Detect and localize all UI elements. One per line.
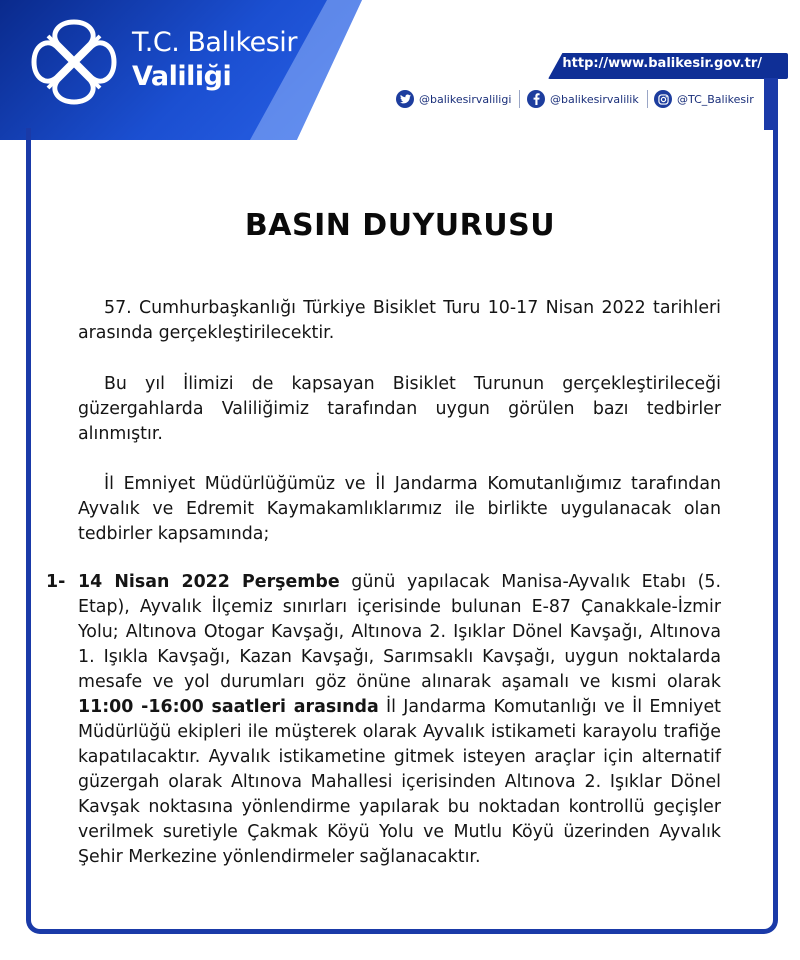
frame-corner — [764, 78, 778, 130]
item-text-b: İl Jandarma Komutanlığı ve İl Emniyet Müdürlüğü ekipleri ile müşterek olarak Ayvalık istikameti karayolu trafiğe kapatılacaktır. Ayvalık istikametine gitmek isteyen araçlar için alternatif güzergah olarak Altınova Mahallesi içerisinden Altınova 2. Işıklar Dönel Kavşak noktasına yönlendirme yapılarak bu noktadan kontrollü geçişler verilmek suretiyle Çakmak Köyü Yolu ve Mutlu Köyü üzerinden Ayvalık Şehir Merkezine yönlendirmeler sağlanacaktır. — [78, 697, 721, 867]
item-text-a: günü yapılacak Manisa-Ayvalık Etabı (5. Etap), Ayvalık İlçemiz sınırları içerisinde bulunan E-87 Çanakkale-İzmir Yolu; Altınova Otogar Kavşağı, Altınova 2. Işıklar Dönel Kavşağı, Altınova 1. Işıkla Kavşağı, Kazan Kavşağı, Sarımsaklı Kavşağı, uygun noktalarda mesafe ve yol durumları göz önüne alınarak aşamalı ve kısmi olarak — [78, 572, 721, 692]
paragraph-3-text: İl Emniyet Müdürlüğümüz ve İl Jandarma Komutanlığımız tarafından Ayvalık ve Edremit Kaymakamlıklarımız ile birlikte uygulanacak olan tedbirler kapsamında; — [78, 474, 721, 544]
item-time: 11:00 -16:00 saatleri arasında — [78, 697, 379, 717]
list-item-number: 1- — [46, 572, 66, 592]
page-title: BASIN DUYURUSU — [244, 208, 556, 243]
paragraph-1 — [78, 296, 721, 346]
social-twitter[interactable] — [396, 88, 520, 110]
instagram-handle: @TC_Balikesir — [677, 92, 754, 106]
divider — [647, 90, 648, 108]
organization-name — [132, 26, 297, 94]
paragraph-1-text: 57. Cumhurbaşkanlığı Türkiye Bisiklet Turu 10-17 Nisan 2022 tarihleri arasında gerçekleştirilecektir. — [78, 298, 721, 343]
website-url[interactable]: http://www.balikesir.gov.tr/ — [562, 56, 762, 71]
social-facebook[interactable] — [527, 88, 648, 110]
paragraph-2 — [78, 372, 721, 447]
facebook-handle: @balikesirvalilik — [550, 92, 639, 106]
balikesir-logo-icon — [28, 16, 120, 108]
paragraph-2-text: Bu yıl İlimizi de kapsayan Bisiklet Turunun gerçekleştirileceği güzergahlarda Valiliğimiz tarafından uygun görülen bazı tedbirler alınmıştır. — [78, 374, 721, 444]
paragraph-3 — [78, 472, 721, 547]
facebook-icon — [527, 90, 545, 108]
instagram-icon — [654, 90, 672, 108]
twitter-icon — [396, 90, 414, 108]
list-item — [78, 570, 721, 870]
org-name-line1: T.C. Balıkesir — [132, 27, 297, 58]
divider — [519, 90, 520, 108]
social-instagram[interactable] — [654, 88, 754, 110]
twitter-handle: @balikesirvaliligi — [419, 92, 512, 106]
org-name-line2: Valiliği — [132, 61, 232, 92]
item-date: 14 Nisan 2022 Perşembe — [78, 572, 340, 592]
